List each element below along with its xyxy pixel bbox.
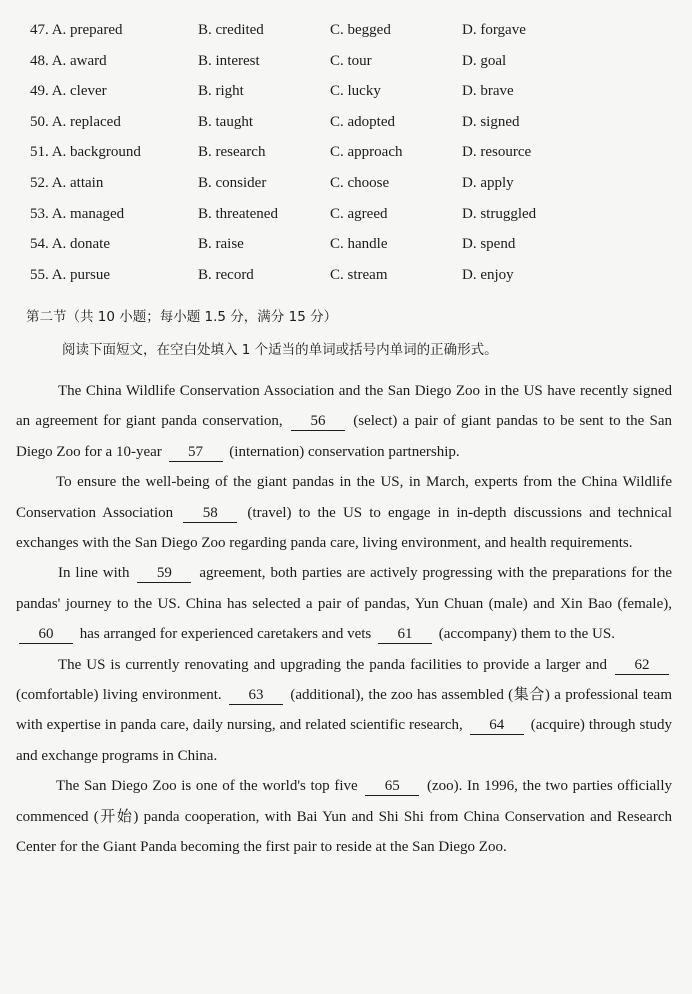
option-c: C. choose (330, 174, 390, 191)
option-c: C. begged (330, 22, 391, 38)
option-d: D. resource (462, 144, 532, 161)
option-a: 48. A. award (30, 52, 107, 69)
option-b: B. consider (198, 174, 267, 191)
cloze-passage (16, 376, 672, 863)
option-d: D. signed (462, 113, 520, 130)
section-instruction: 阅读下面短文，在空白处填入 1 个适当的单词或括号内单词的正确形式。 (62, 342, 498, 358)
option-c: C. lucky (330, 83, 381, 100)
section-title: 第二节（共 10 小题；每小题 1.5 分，满分 15 分） (26, 309, 338, 325)
blank-64: 64 (470, 717, 524, 735)
option-d: D. spend (462, 236, 516, 253)
blank-59: 59 (137, 565, 191, 583)
blank-58: 58 (183, 505, 237, 523)
option-d: D. brave (462, 83, 514, 100)
paragraph-3: In line with 59 agreement, both parties are actively progressing with the preparations for the pandas' journey to the US. China has selected a pair of pandas, Yun Chuan (male) and Xin Bao (female), 60 has arranged for experienced caretakers and vets 61 (accompany) them to the US. (16, 565, 673, 643)
option-a: 54. A. donate (30, 236, 111, 253)
option-b: B. record (198, 266, 254, 283)
option-b: B. credited (198, 22, 264, 38)
blank-61: 61 (378, 626, 432, 644)
option-d: D. struggled (462, 205, 537, 222)
option-a: 55. A. pursue (30, 266, 111, 283)
option-b: B. raise (198, 236, 244, 253)
option-c: C. stream (330, 266, 388, 283)
option-d: D. apply (462, 174, 514, 191)
paragraph-5: The San Diego Zoo is one of the world's top five 65 (zoo). In 1996, the two parties officially commenced (开始) panda cooperation, with Bai Yun and Shi Shi from China Conservation and Research Center for the Giant Panda becoming the first pair to reside at the San Diego Zoo. (16, 778, 673, 856)
option-c: C. approach (330, 144, 403, 161)
option-c: C. handle (330, 236, 388, 253)
option-b: B. right (198, 83, 244, 100)
option-b: B. threatened (198, 205, 278, 222)
option-a: 51. A. background (30, 144, 141, 161)
option-b: B. research (198, 144, 266, 161)
blank-63: 63 (229, 687, 283, 705)
blank-57: 57 (169, 444, 223, 462)
paragraph-1: The China Wildlife Conservation Association and the San Diego Zoo in the US have recently signed an agreement for giant panda conservation, 56 (select) a pair of giant pandas to be sent to the San Diego Zoo for a 10-year 57 (internation) conservation partnership. (16, 383, 673, 460)
option-a: 47. A. prepared (30, 22, 123, 38)
option-d: D. goal (462, 52, 507, 69)
option-a: 52. A. attain (30, 174, 104, 191)
option-b: B. interest (198, 52, 260, 69)
option-b: B. taught (198, 113, 253, 130)
option-a: 49. A. clever (30, 83, 107, 100)
option-c: C. tour (330, 52, 372, 69)
option-a: 50. A. replaced (30, 113, 121, 130)
paragraph-2: To ensure the well-being of the giant pandas in the US, in March, experts from the China Wildlife Conservation Association 58 (travel) to the US to engage in in-depth discussions and technical exchanges with the San Diego Zoo regarding panda care, living environment, and health requirements. (16, 474, 672, 552)
paragraph-4: The US is currently renovating and upgrading the panda facilities to provide a larger and 62 (comfortable) living environment. 63 (additional), the zoo has assembled (集合) a professional team with expertise in panda care, daily nursing, and related scientific research, 64 (acquire) through study and exchange programs in China. (16, 656, 673, 764)
option-d: D. forgave (462, 22, 526, 38)
blank-65: 65 (365, 778, 419, 796)
blank-60: 60 (19, 626, 73, 644)
option-c: C. adopted (330, 113, 395, 130)
blank-56: 56 (291, 413, 345, 431)
option-d: D. enjoy (462, 266, 514, 283)
option-c: C. agreed (330, 205, 388, 222)
blank-62: 62 (615, 657, 669, 675)
option-a: 53. A. managed (30, 205, 125, 222)
